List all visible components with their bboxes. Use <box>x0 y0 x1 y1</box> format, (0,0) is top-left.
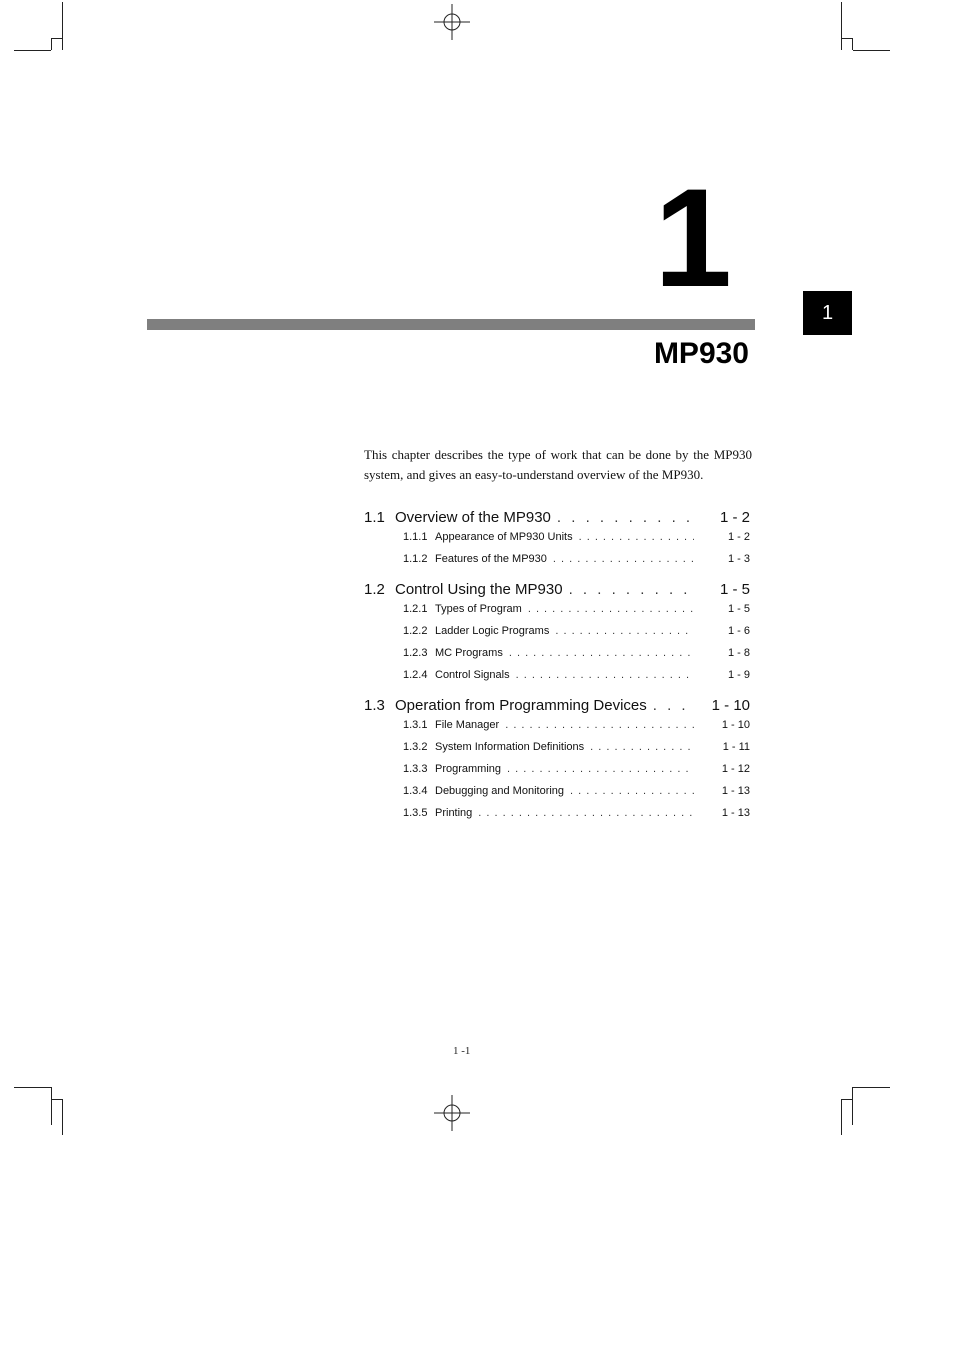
toc-section-number: 1.2.3 <box>403 647 428 659</box>
toc-title: Debugging and Monitoring <box>435 785 565 797</box>
toc-section-entry[interactable] <box>364 697 750 719</box>
chapter-tab: 1 <box>803 291 852 335</box>
crop-mark <box>842 38 853 39</box>
toc-section-number: 1.3.3 <box>403 763 428 775</box>
toc-title: Control Using the MP930 <box>395 581 563 598</box>
toc-leader-dots <box>509 647 694 659</box>
toc-section-number: 1.3.1 <box>403 719 428 731</box>
crop-mark <box>853 1087 890 1088</box>
toc-title: Ladder Logic Programs <box>435 625 550 637</box>
toc-leader-dots <box>553 553 694 565</box>
toc-leader-dots <box>528 603 694 615</box>
toc-page-number: 1 - 5 <box>719 581 750 598</box>
toc-subsection-entry[interactable] <box>364 603 750 625</box>
toc-page-number: 1 - 13 <box>721 807 750 819</box>
toc-leader-dots <box>579 531 694 543</box>
toc-page-number: 1 - 2 <box>727 531 750 543</box>
toc-section-number: 1.3.2 <box>403 741 428 753</box>
registration-target-icon <box>434 4 470 40</box>
toc-section-entry[interactable] <box>364 509 750 531</box>
toc-subsection-entry[interactable] <box>364 763 750 785</box>
toc-subsection-entry[interactable] <box>364 785 750 807</box>
toc-section-number: 1.1.1 <box>403 531 428 543</box>
toc-title: Appearance of MP930 Units <box>435 531 573 543</box>
crop-mark <box>51 38 52 50</box>
toc-section-number: 1.2.2 <box>403 625 428 637</box>
crop-mark <box>841 1099 842 1135</box>
crop-mark <box>51 1087 52 1125</box>
crop-mark <box>51 38 62 39</box>
crop-mark <box>14 50 51 51</box>
toc-title: Overview of the MP930 <box>395 509 551 526</box>
toc-title: Control Signals <box>435 669 510 681</box>
toc-leader-dots <box>505 719 694 731</box>
chapter-rule <box>147 319 755 330</box>
crop-mark <box>62 2 63 50</box>
toc-page-number: 1 - 2 <box>719 509 750 526</box>
toc-title: System Information Definitions <box>435 741 585 753</box>
chapter-title: MP930 <box>653 337 749 370</box>
crop-mark <box>841 2 842 50</box>
toc-leader-dots <box>570 785 694 797</box>
crop-mark <box>852 38 853 50</box>
crop-mark <box>852 1087 853 1125</box>
crop-mark <box>853 50 890 51</box>
toc-leader-dots <box>555 625 694 637</box>
table-of-contents <box>364 509 750 829</box>
toc-title: Printing <box>435 807 473 819</box>
toc-page-number: 1 - 9 <box>727 669 750 681</box>
toc-leader-dots <box>516 669 694 681</box>
chapter-number: 1 <box>654 159 728 316</box>
toc-page-number: 1 - 11 <box>722 741 750 753</box>
toc-title: Programming <box>435 763 502 775</box>
toc-leader-dots <box>653 697 694 714</box>
toc-subsection-entry[interactable] <box>364 647 750 669</box>
toc-page-number: 1 - 3 <box>727 553 750 565</box>
toc-section-number: 1.1 <box>364 509 385 526</box>
toc-section-number: 1.2.4 <box>403 669 428 681</box>
toc-subsection-entry[interactable] <box>364 719 750 741</box>
toc-section-entry[interactable] <box>364 581 750 603</box>
toc-section-number: 1.3.5 <box>403 807 428 819</box>
toc-subsection-entry[interactable] <box>364 669 750 691</box>
toc-title: Operation from Programming Devices <box>395 697 647 714</box>
toc-subsection-entry[interactable] <box>364 741 750 763</box>
toc-section-number: 1.2 <box>364 581 385 598</box>
chapter-intro: This chapter describes the type of work that can be done by the MP930 system, and gives an easy-to-understand overview of the MP930. <box>364 447 752 482</box>
toc-title: Features of the MP930 <box>435 553 547 565</box>
toc-leader-dots <box>569 581 694 598</box>
toc-page-number: 1 - 10 <box>711 697 750 714</box>
toc-leader-dots <box>478 807 694 819</box>
crop-mark <box>14 1087 51 1088</box>
toc-title: File Manager <box>435 719 500 731</box>
toc-page-number: 1 - 5 <box>727 603 750 615</box>
toc-section-number: 1.3 <box>364 697 385 714</box>
toc-page-number: 1 - 10 <box>721 719 750 731</box>
toc-leader-dots <box>507 763 694 775</box>
toc-page-number: 1 - 12 <box>721 763 750 775</box>
toc-page-number: 1 - 13 <box>721 785 750 797</box>
crop-mark <box>51 1099 62 1100</box>
toc-section-number: 1.3.4 <box>403 785 428 797</box>
toc-section-number: 1.1.2 <box>403 553 428 565</box>
toc-page-number: 1 - 8 <box>727 647 750 659</box>
toc-subsection-entry[interactable] <box>364 807 750 829</box>
toc-subsection-entry[interactable] <box>364 553 750 575</box>
page-number: 1 -1 <box>453 1045 471 1057</box>
crop-mark <box>842 1099 853 1100</box>
toc-section-number: 1.2.1 <box>403 603 428 615</box>
registration-target-icon <box>434 1095 470 1131</box>
toc-leader-dots <box>590 741 694 753</box>
toc-page-number: 1 - 6 <box>727 625 750 637</box>
toc-title: Types of Program <box>435 603 522 615</box>
toc-title: MC Programs <box>435 647 503 659</box>
toc-subsection-entry[interactable] <box>364 531 750 553</box>
toc-subsection-entry[interactable] <box>364 625 750 647</box>
toc-leader-dots <box>557 509 694 526</box>
crop-mark <box>62 1099 63 1135</box>
